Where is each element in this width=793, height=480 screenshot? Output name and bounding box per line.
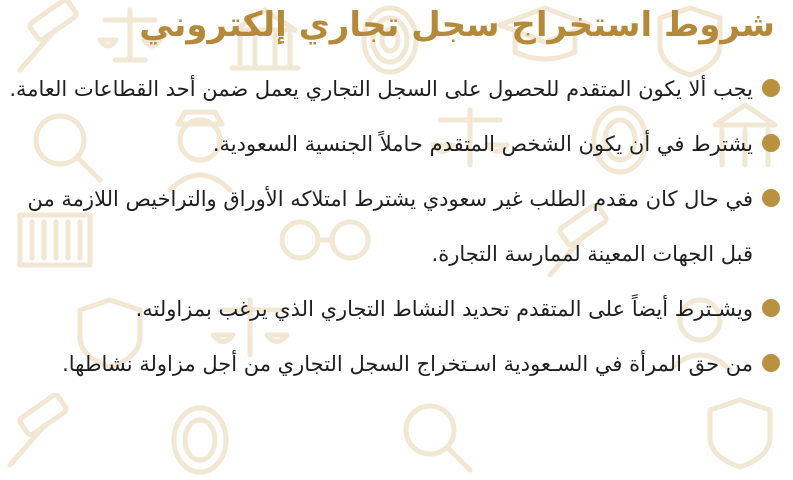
list-item	[5, 117, 783, 172]
bullet-icon	[762, 189, 780, 207]
list-item-text: يجب ألا يكون المتقدم للحصول على السجل التجاري يعمل ضمن أحد القطاعات العامة.	[9, 77, 753, 101]
list-item-text: من حق المرأة في السـعودية اسـتخراج السجل التجاري من أجل مزاولة نشاطها.	[62, 352, 753, 376]
list-item	[5, 172, 783, 282]
list-item-text: ويشـترط أيضاً على المتقدم تحديد النشاط التجاري الذي يرغب بمزاولته.	[135, 297, 753, 321]
bullet-icon	[762, 134, 780, 152]
conditions-list	[5, 62, 783, 392]
page-title: شروط استخراج سجل تجاري إلكتروني	[139, 5, 775, 45]
list-item-text: يشترط في أن يكون الشخص المتقدم حاملاً الجنسية السعودية.	[212, 132, 753, 156]
bullet-icon	[762, 354, 780, 372]
list-item	[5, 337, 783, 392]
list-item	[5, 62, 783, 117]
bullet-icon	[762, 79, 780, 97]
list-item	[5, 282, 783, 337]
list-item-text: في حال كان مقدم الطلب غير سعودي يشترط امتلاكه الأوراق والتراخيص اللازمة من قبل الجهات المعينة لممارسة التجارة.	[27, 187, 753, 266]
bullet-icon	[762, 299, 780, 317]
